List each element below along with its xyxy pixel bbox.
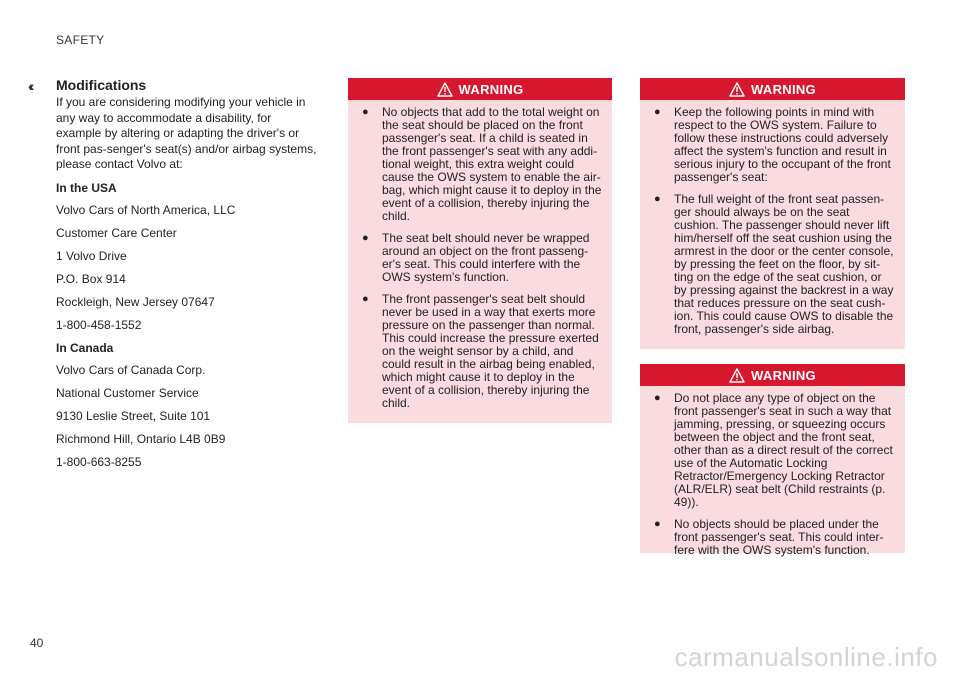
warning-item-text: The full weight of the front seat passen-ger should always be on the seat cushion. The passenger should never lift him/herself off the seat cushion using the armrest in the door or the center console, by pressing the feet on the floor, by sit-ting on the edge of the seat cushion, or by pressing against the backrest in a way that reduces pressure on the seat cush-ion. This could cause OWS to disable the front, passenger's side airbag. — [674, 192, 894, 336]
canada-address — [56, 363, 318, 469]
usa-address-line: P.O. Box 914 — [56, 271, 126, 286]
warning-item — [358, 293, 602, 410]
bullet-icon: ● — [362, 232, 369, 244]
warning-title: WARNING — [751, 367, 816, 383]
warning-list — [640, 100, 905, 353]
canada-heading: In Canada — [56, 340, 114, 355]
warning-triangle-icon — [729, 82, 745, 97]
modifications-section — [56, 77, 318, 478]
canada-phone: 1-800-663-8255 — [56, 454, 142, 469]
bullet-icon: ● — [654, 392, 661, 404]
warning-item — [650, 392, 895, 509]
watermark: carmanualsonline.info — [674, 642, 938, 672]
usa-address-line: Rockleigh, New Jersey 07647 — [56, 294, 215, 309]
bullet-icon: ● — [362, 293, 369, 305]
warning-item-text: No objects that add to the total weight on the seat should be placed on the front passenger's seat. If a child is seated in the front passenger's seat with any addi-tional weight, this extra weight could cause the OWS system to enable the air-bag, which might cause it to deploy in the event of a collision, thereby injuring the child. — [382, 105, 602, 223]
canada-address-line: Volvo Cars of Canada Corp. — [56, 362, 206, 377]
warning-item — [650, 193, 895, 336]
warning-item-text: Do not place any type of object on the front passenger's seat in such a way that jamming, pressing, or squeezing occurs between the object and the front seat, other than as a direct result of the correct use of the Automatic Locking Retractor/Emergency Locking Retractor (ALR/ELR) seat belt (Child restraints (p. 49)). — [674, 391, 893, 509]
intro-paragraph: If you are considering modifying your vehicle in any way to accommodate a disability, for example by altering or adapting the driver's or front pas-senger's seat(s) and/or airbag systems, please contact Volvo at: — [56, 95, 317, 171]
canada-address-line: 9130 Leslie Street, Suite 101 — [56, 408, 211, 423]
bullet-icon: ● — [654, 518, 661, 530]
canada-address-line: Richmond Hill, Ontario L4B 0B9 — [56, 431, 226, 446]
canada-address-line: National Customer Service — [56, 385, 199, 400]
previous-section-marker: ‹‹ — [28, 78, 32, 94]
warning-title: WARNING — [458, 81, 524, 97]
warning-item-text: The seat belt should never be wrapped around an object on the front passeng-er's seat. This could interfere with the OWS system's function. — [382, 231, 590, 284]
bullet-icon: ● — [654, 193, 661, 205]
usa-address-line: 1 Volvo Drive — [56, 248, 127, 263]
usa-heading: In the USA — [56, 180, 117, 195]
warning-header — [640, 364, 905, 386]
warning-title: WARNING — [751, 81, 816, 97]
usa-address-line: Volvo Cars of North America, LLC — [56, 202, 236, 217]
warning-list — [348, 100, 612, 427]
page-number: 40 — [30, 636, 44, 650]
warning-item-text: No objects should be placed under the front passenger's seat. This could inter-fere with the OWS system's function. — [674, 517, 884, 557]
warning-item — [358, 232, 602, 284]
usa-phone: 1-800-458-1552 — [56, 317, 142, 332]
warning-item — [650, 518, 895, 557]
warning-item — [650, 106, 895, 184]
warning-list — [640, 386, 905, 574]
warning-header — [348, 78, 612, 100]
warning-box — [348, 78, 612, 423]
warning-header — [640, 78, 905, 100]
usa-address-line: Customer Care Center — [56, 225, 177, 240]
section-header: SAFETY — [56, 33, 105, 47]
warning-item — [358, 106, 602, 223]
warning-triangle-icon — [729, 368, 745, 383]
warning-triangle-icon — [437, 82, 453, 97]
usa-address — [56, 203, 318, 332]
warning-box — [640, 364, 905, 557]
bullet-icon: ● — [362, 106, 369, 118]
warning-item-text: Keep the following points in mind with respect to the OWS system. Failure to follow these instructions could adversely affect the system's function and result in serious injury to the occupant of the front passenger's seat: — [674, 105, 891, 184]
warning-item-text: The front passenger's seat belt should never be used in a way that exerts more pressure on the passenger than normal. This could increase the pressure exerted on the weight sensor by a child, and could result in the airbag being enabled, which might cause it to deploy in the event of a collision, thereby injuring the child. — [382, 292, 599, 410]
section-title: Modifications — [56, 77, 147, 93]
bullet-icon: ● — [654, 106, 661, 118]
warning-box — [640, 78, 905, 349]
